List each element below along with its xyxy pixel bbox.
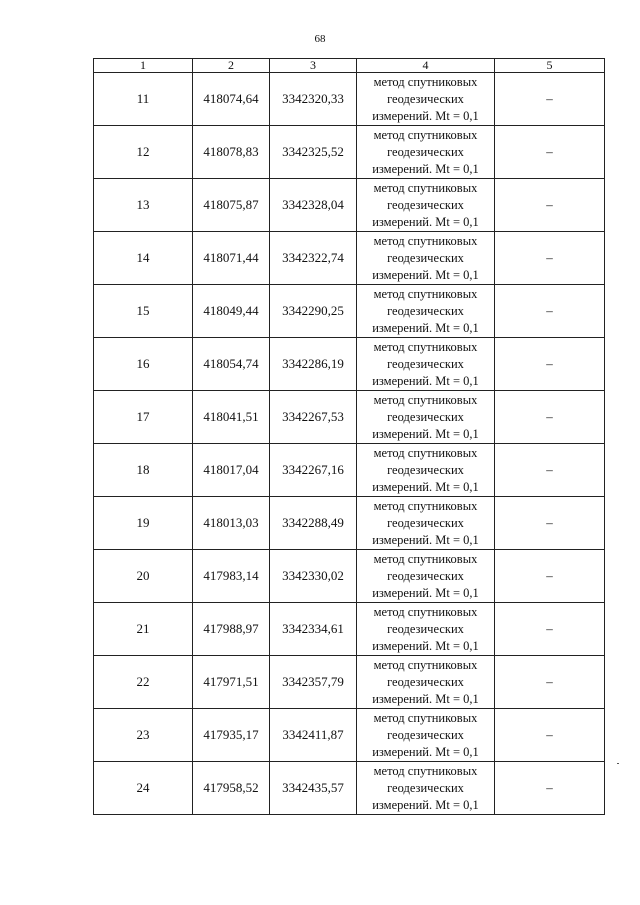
method-line: геодезических [387, 197, 464, 212]
table-row [94, 444, 605, 497]
point-number-cell: 13 [94, 179, 193, 232]
point-number-cell: 14 [94, 232, 193, 285]
page-number: 68 [314, 33, 326, 45]
x-coordinate-cell: 418074,64 [193, 73, 270, 126]
x-coordinate-cell: 418041,51 [193, 391, 270, 444]
table-body [94, 73, 605, 815]
table-row [94, 603, 605, 656]
y-coordinate-cell: 3342334,61 [270, 603, 357, 656]
method-cell [357, 391, 495, 444]
x-coordinate-cell: 418071,44 [193, 232, 270, 285]
note-cell: – [495, 444, 605, 497]
method-line: измерений. Mt = 0,1 [372, 479, 479, 494]
method-line: метод спутниковых [373, 127, 478, 142]
method-line: геодезических [387, 621, 464, 636]
table-row [94, 709, 605, 762]
method-line: измерений. Mt = 0,1 [372, 426, 479, 441]
y-coordinate-cell: 3342286,19 [270, 338, 357, 391]
table-row [94, 73, 605, 126]
y-coordinate-cell: 3342328,04 [270, 179, 357, 232]
method-line: измерений. Mt = 0,1 [372, 320, 479, 335]
point-number-cell: 24 [94, 762, 193, 815]
method-line: измерений. Mt = 0,1 [372, 744, 479, 759]
point-number-cell: 17 [94, 391, 193, 444]
point-number-cell: 22 [94, 656, 193, 709]
point-number-cell: 23 [94, 709, 193, 762]
header-row [94, 59, 605, 73]
x-coordinate-cell: 418078,83 [193, 126, 270, 179]
method-line: геодезических [387, 303, 464, 318]
note-cell: – [495, 762, 605, 815]
method-cell [357, 444, 495, 497]
method-line: измерений. Mt = 0,1 [372, 691, 479, 706]
method-line: метод спутниковых [373, 233, 478, 248]
note-cell: – [495, 232, 605, 285]
x-coordinate-cell: 418049,44 [193, 285, 270, 338]
note-cell: – [495, 338, 605, 391]
note-cell: – [495, 603, 605, 656]
method-line: метод спутниковых [373, 604, 478, 619]
table-row [94, 285, 605, 338]
method-line: геодезических [387, 144, 464, 159]
note-cell: – [495, 391, 605, 444]
method-line: метод спутниковых [373, 286, 478, 301]
method-line: измерений. Mt = 0,1 [372, 373, 479, 388]
y-coordinate-cell: 3342288,49 [270, 497, 357, 550]
column-header: 3 [270, 59, 357, 73]
table-row [94, 179, 605, 232]
point-number-cell: 19 [94, 497, 193, 550]
table-row [94, 232, 605, 285]
column-header: 5 [495, 59, 605, 73]
method-cell [357, 179, 495, 232]
method-line: метод спутниковых [373, 657, 478, 672]
column-header: 1 [94, 59, 193, 73]
method-line: геодезических [387, 409, 464, 424]
method-line: измерений. Mt = 0,1 [372, 797, 479, 812]
method-cell [357, 73, 495, 126]
method-line: геодезических [387, 91, 464, 106]
y-coordinate-cell: 3342290,25 [270, 285, 357, 338]
method-line: измерений. Mt = 0,1 [372, 267, 479, 282]
table-row [94, 497, 605, 550]
point-number-cell: 18 [94, 444, 193, 497]
note-cell: – [495, 656, 605, 709]
y-coordinate-cell: 3342330,02 [270, 550, 357, 603]
method-cell [357, 285, 495, 338]
x-coordinate-cell: 418075,87 [193, 179, 270, 232]
note-cell: – [495, 285, 605, 338]
method-cell [357, 550, 495, 603]
method-line: геодезических [387, 515, 464, 530]
method-line: измерений. Mt = 0,1 [372, 532, 479, 547]
y-coordinate-cell: 3342267,53 [270, 391, 357, 444]
method-line: геодезических [387, 674, 464, 689]
y-coordinate-cell: 3342267,16 [270, 444, 357, 497]
method-line: измерений. Mt = 0,1 [372, 161, 479, 176]
method-line: геодезических [387, 780, 464, 795]
x-coordinate-cell: 417983,14 [193, 550, 270, 603]
x-coordinate-cell: 417988,97 [193, 603, 270, 656]
method-line: измерений. Mt = 0,1 [372, 585, 479, 600]
method-line: метод спутниковых [373, 445, 478, 460]
method-line: метод спутниковых [373, 498, 478, 513]
note-cell: – [495, 709, 605, 762]
table-row [94, 656, 605, 709]
method-cell [357, 126, 495, 179]
x-coordinate-cell: 417971,51 [193, 656, 270, 709]
method-line: геодезических [387, 462, 464, 477]
method-line: геодезических [387, 568, 464, 583]
method-line: метод спутниковых [373, 392, 478, 407]
table-row [94, 126, 605, 179]
x-coordinate-cell: 417958,52 [193, 762, 270, 815]
x-coordinate-cell: 418054,74 [193, 338, 270, 391]
method-line: метод спутниковых [373, 763, 478, 778]
method-line: геодезических [387, 356, 464, 371]
method-line: метод спутниковых [373, 710, 478, 725]
method-line: измерений. Mt = 0,1 [372, 638, 479, 653]
point-number-cell: 16 [94, 338, 193, 391]
x-coordinate-cell: 418013,03 [193, 497, 270, 550]
note-cell: – [495, 126, 605, 179]
scan-mark [617, 763, 619, 764]
point-number-cell: 15 [94, 285, 193, 338]
method-cell [357, 603, 495, 656]
point-number-cell: 20 [94, 550, 193, 603]
method-cell [357, 232, 495, 285]
method-cell [357, 656, 495, 709]
method-line: геодезических [387, 727, 464, 742]
method-line: метод спутниковых [373, 74, 478, 89]
y-coordinate-cell: 3342435,57 [270, 762, 357, 815]
note-cell: – [495, 179, 605, 232]
coordinates-table [93, 58, 605, 815]
table-row [94, 391, 605, 444]
method-cell [357, 762, 495, 815]
method-line: измерений. Mt = 0,1 [372, 214, 479, 229]
table-row [94, 762, 605, 815]
column-header: 2 [193, 59, 270, 73]
y-coordinate-cell: 3342357,79 [270, 656, 357, 709]
point-number-cell: 12 [94, 126, 193, 179]
x-coordinate-cell: 418017,04 [193, 444, 270, 497]
point-number-cell: 11 [94, 73, 193, 126]
table-row [94, 338, 605, 391]
method-line: метод спутниковых [373, 339, 478, 354]
y-coordinate-cell: 3342325,52 [270, 126, 357, 179]
y-coordinate-cell: 3342320,33 [270, 73, 357, 126]
table-row [94, 550, 605, 603]
method-line: геодезических [387, 250, 464, 265]
note-cell: – [495, 550, 605, 603]
y-coordinate-cell: 3342411,87 [270, 709, 357, 762]
method-cell [357, 338, 495, 391]
method-line: метод спутниковых [373, 551, 478, 566]
method-line: метод спутниковых [373, 180, 478, 195]
note-cell: – [495, 497, 605, 550]
method-cell [357, 497, 495, 550]
method-cell [357, 709, 495, 762]
note-cell: – [495, 73, 605, 126]
y-coordinate-cell: 3342322,74 [270, 232, 357, 285]
column-header: 4 [357, 59, 495, 73]
x-coordinate-cell: 417935,17 [193, 709, 270, 762]
method-line: измерений. Mt = 0,1 [372, 108, 479, 123]
point-number-cell: 21 [94, 603, 193, 656]
